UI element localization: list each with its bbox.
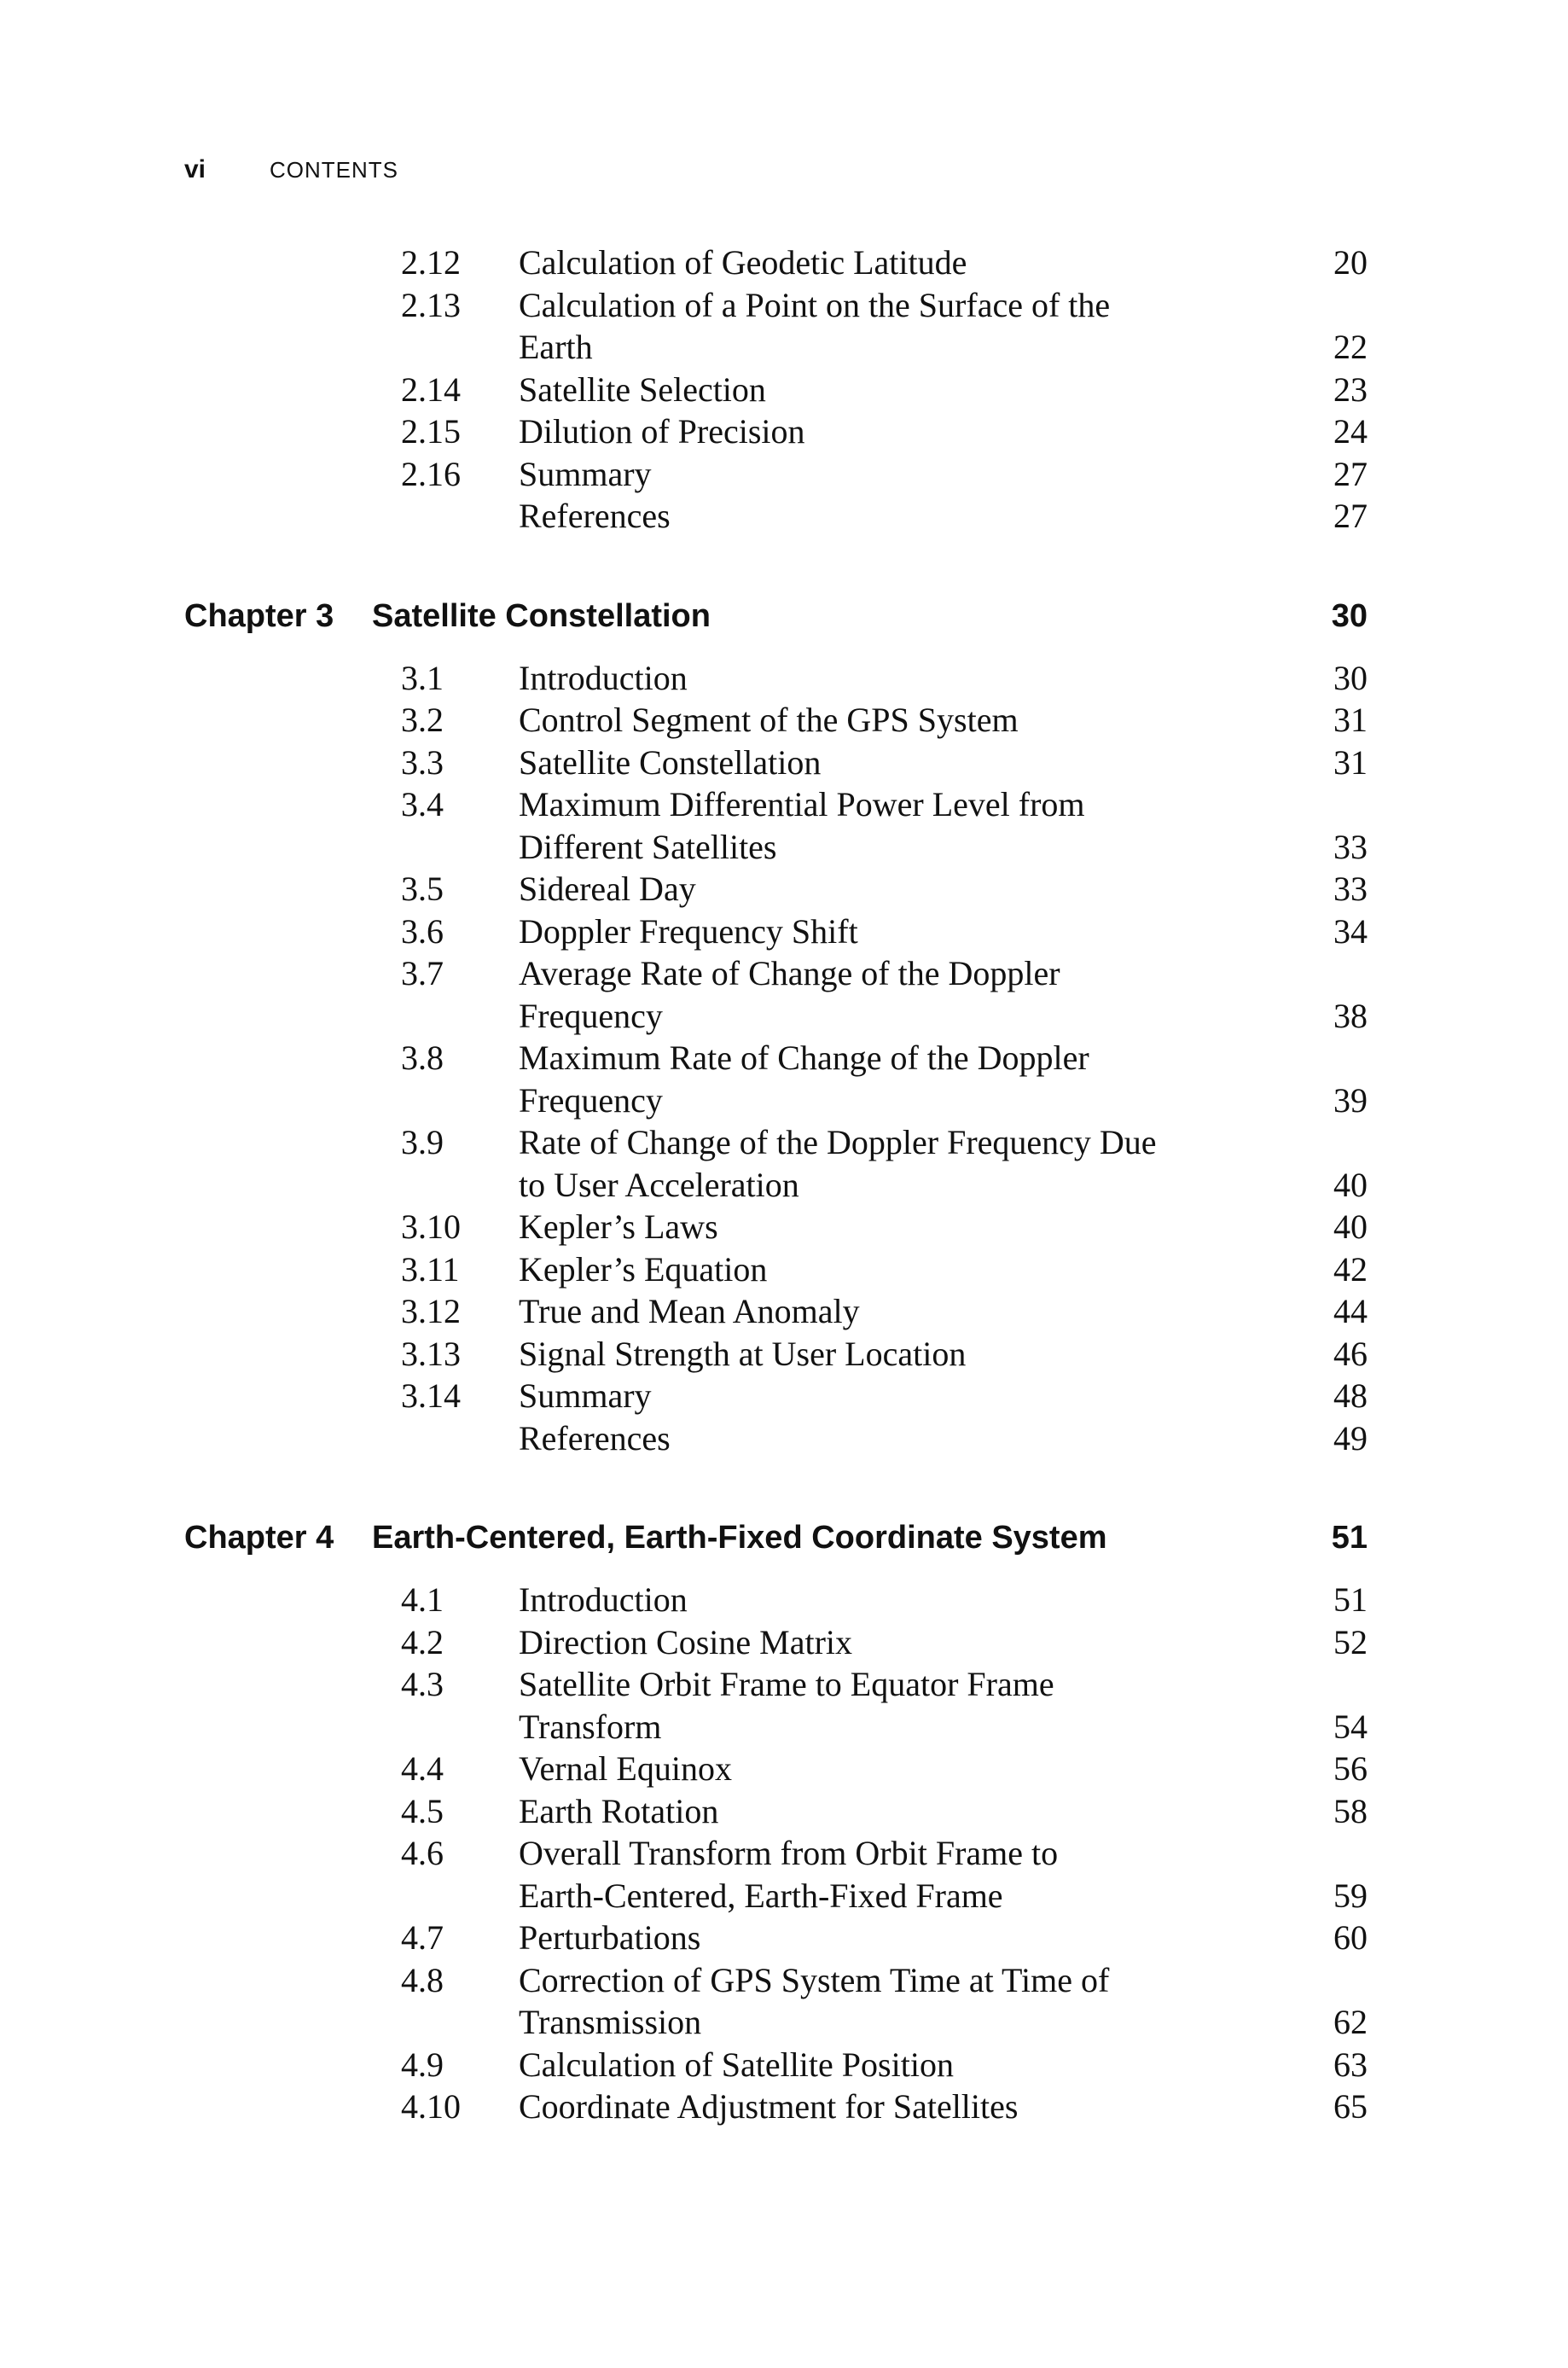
section-page-number: 59: [1333, 1876, 1368, 1915]
section-title: References: [519, 497, 671, 535]
section-page-number: 44: [1333, 1292, 1368, 1330]
section-page-number: 49: [1333, 1418, 1368, 1457]
toc-entry-line: [0, 1164, 1568, 1207]
section-title: Kepler’s Equation: [519, 1249, 768, 1289]
section-page-number: 31: [1333, 742, 1368, 782]
chapter-title: Earth-Centered, Earth-Fixed Coordinate System: [372, 1520, 1107, 1556]
toc-entry-line: [0, 284, 1568, 327]
chapter-title: Satellite Constellation: [372, 597, 711, 634]
section-title: Satellite Selection: [519, 369, 766, 409]
toc-entry-line: [0, 1417, 1568, 1460]
section-page-number: 52: [1333, 1622, 1368, 1661]
section-number: 4.6: [401, 1834, 444, 1872]
toc-entry-line: [0, 742, 1568, 784]
section-number: 3.2: [401, 701, 444, 739]
section-page-number: 39: [1333, 1080, 1368, 1120]
section-title: Different Satellites: [519, 827, 777, 866]
section-title: Sidereal Day: [519, 870, 696, 908]
toc-entry-line: [0, 1248, 1568, 1291]
section-number: 3.6: [401, 911, 444, 951]
toc-entry-line: [0, 995, 1568, 1038]
section-title: Correction of GPS System Time at Time of: [519, 1960, 1110, 1999]
section-title: Introduction: [519, 658, 688, 697]
toc-entry-line: [0, 1579, 1568, 1621]
chapter-heading: [0, 1514, 1568, 1562]
toc-entry-line: [0, 1748, 1568, 1790]
toc-entry-line: [0, 1959, 1568, 2002]
section-page-number: 38: [1333, 996, 1368, 1035]
toc-entry-line: [0, 453, 1568, 496]
section-title: Control Segment of the GPS System: [519, 701, 1019, 739]
section-title: Signal Strength at User Location: [519, 1334, 967, 1373]
section-title: Average Rate of Change of the Doppler: [519, 954, 1060, 992]
toc-entry-line: [0, 1621, 1568, 1664]
section-page-number: 24: [1333, 412, 1368, 451]
chapter-page-number: 51: [1331, 1520, 1368, 1556]
section-number: 4.1: [401, 1580, 444, 1619]
toc-entry-line: [0, 1121, 1568, 1164]
section-number: 2.16: [401, 454, 461, 493]
section-title: Maximum Differential Power Level from: [519, 785, 1085, 823]
section-title: Kepler’s Laws: [519, 1207, 718, 1246]
section-number: 4.9: [401, 2045, 444, 2084]
section-title: Earth-Centered, Earth-Fixed Frame: [519, 1876, 1003, 1915]
section-page-number: 22: [1333, 328, 1368, 366]
section-number: 3.5: [401, 870, 444, 908]
section-number: 4.3: [401, 1665, 444, 1703]
section-title: True and Mean Anomaly: [519, 1292, 860, 1330]
section-title: Frequency: [519, 1080, 663, 1120]
toc-entry-line: [0, 911, 1568, 953]
section-number: 3.4: [401, 785, 444, 823]
section-page-number: 42: [1333, 1249, 1368, 1289]
toc-entry-line: [0, 1790, 1568, 1833]
section-page-number: 31: [1333, 701, 1368, 739]
toc-entry-line: [0, 1375, 1568, 1417]
section-title: Calculation of Satellite Position: [519, 2045, 954, 2084]
section-title: Perturbations: [519, 1918, 701, 1957]
toc-entry-line: [0, 410, 1568, 453]
toc-entry-line: [0, 699, 1568, 742]
section-page-number: 33: [1333, 870, 1368, 908]
section-number: 3.3: [401, 742, 444, 782]
page-folio: vi: [184, 155, 206, 183]
chapter-page-number: 30: [1331, 597, 1368, 634]
section-page-number: 34: [1333, 911, 1368, 951]
section-number: 3.12: [401, 1292, 461, 1330]
toc-entry-line: [0, 657, 1568, 700]
section-title: Coordinate Adjustment for Satellites: [519, 2087, 1019, 2126]
section-number: 3.10: [401, 1207, 461, 1246]
toc-entry-line: [0, 1206, 1568, 1248]
section-page-number: 40: [1333, 1165, 1368, 1204]
toc-entry-line: [0, 326, 1568, 369]
toc-entry-line: [0, 1832, 1568, 1875]
section-title: Satellite Orbit Frame to Equator Frame: [519, 1665, 1054, 1703]
toc-entry-line: [0, 952, 1568, 995]
toc-entry-line: [0, 1706, 1568, 1748]
chapter-label: Chapter 3: [184, 597, 334, 634]
section-number: 2.12: [401, 243, 461, 282]
toc-entry-line: [0, 1917, 1568, 1959]
section-title: Dilution of Precision: [519, 412, 805, 451]
section-number: 4.2: [401, 1622, 444, 1661]
toc-entry-line: [0, 369, 1568, 411]
toc-entry-line: [0, 1079, 1568, 1122]
section-title: Rate of Change of the Doppler Frequency Due: [519, 1123, 1157, 1161]
section-number: 2.14: [401, 369, 461, 409]
section-number: 4.5: [401, 1791, 444, 1830]
section-title: Doppler Frequency Shift: [519, 911, 858, 951]
section-title: References: [519, 1418, 671, 1457]
toc-entry-line: [0, 826, 1568, 869]
section-page-number: 51: [1333, 1580, 1368, 1619]
section-title: Calculation of Geodetic Latitude: [519, 243, 967, 282]
toc-entry-line: [0, 1037, 1568, 1079]
section-number: 4.4: [401, 1749, 444, 1788]
section-number: 4.7: [401, 1918, 444, 1957]
section-title: Transform: [519, 1707, 662, 1746]
section-title: Overall Transform from Orbit Frame to: [519, 1834, 1059, 1872]
section-title: Satellite Constellation: [519, 742, 822, 782]
section-number: 3.13: [401, 1334, 461, 1373]
section-title: to User Acceleration: [519, 1165, 799, 1204]
section-title: Transmission: [519, 2003, 702, 2041]
section-page-number: 20: [1333, 243, 1368, 282]
toc-entry-line: [0, 1663, 1568, 1706]
section-title: Calculation of a Point on the Surface of the: [519, 285, 1111, 324]
section-number: 3.9: [401, 1123, 444, 1161]
section-page-number: 54: [1333, 1707, 1368, 1746]
section-number: 4.10: [401, 2087, 461, 2126]
section-title: Introduction: [519, 1580, 688, 1619]
section-page-number: 27: [1333, 497, 1368, 535]
section-page-number: 23: [1333, 369, 1368, 409]
section-number: 2.13: [401, 285, 461, 324]
section-page-number: 33: [1333, 827, 1368, 866]
toc-entry-line: [0, 1333, 1568, 1376]
toc-entry-line: [0, 783, 1568, 826]
section-title: Earth: [519, 328, 593, 366]
section-title: Maximum Rate of Change of the Doppler: [519, 1039, 1089, 1077]
toc-entry-line: [0, 2086, 1568, 2128]
section-page-number: 60: [1333, 1918, 1368, 1957]
toc-entry-line: [0, 495, 1568, 538]
toc-entry-line: [0, 2001, 1568, 2044]
chapter-heading: [0, 592, 1568, 640]
section-number: 3.14: [401, 1376, 461, 1415]
section-page-number: 63: [1333, 2045, 1368, 2084]
section-page-number: 62: [1333, 2003, 1368, 2041]
running-head-title: CONTENTS: [270, 157, 398, 183]
section-title: Frequency: [519, 996, 663, 1035]
section-title: Summary: [519, 454, 652, 493]
section-page-number: 27: [1333, 454, 1368, 493]
chapter-label: Chapter 4: [184, 1520, 334, 1556]
toc-entry-line: [0, 2044, 1568, 2086]
section-number: 3.1: [401, 658, 444, 697]
section-page-number: 58: [1333, 1791, 1368, 1830]
table-of-contents: [0, 241, 1568, 2128]
section-title: Vernal Equinox: [519, 1749, 732, 1788]
toc-entry-line: [0, 868, 1568, 911]
toc-entry-line: [0, 1875, 1568, 1917]
section-number: 3.7: [401, 954, 444, 992]
section-page-number: 40: [1333, 1207, 1368, 1246]
section-number: 4.8: [401, 1960, 444, 1999]
section-title: Earth Rotation: [519, 1791, 719, 1830]
toc-entry-line: [0, 1290, 1568, 1333]
section-page-number: 46: [1333, 1334, 1368, 1373]
section-page-number: 65: [1333, 2087, 1368, 2126]
section-title: Direction Cosine Matrix: [519, 1622, 853, 1661]
section-page-number: 48: [1333, 1376, 1368, 1415]
section-number: 3.11: [401, 1249, 460, 1289]
toc-entry-line: [0, 241, 1568, 284]
running-head: [184, 155, 398, 189]
section-page-number: 30: [1333, 658, 1368, 697]
section-title: Summary: [519, 1376, 652, 1415]
section-number: 3.8: [401, 1039, 444, 1077]
section-number: 2.15: [401, 412, 461, 451]
section-page-number: 56: [1333, 1749, 1368, 1788]
